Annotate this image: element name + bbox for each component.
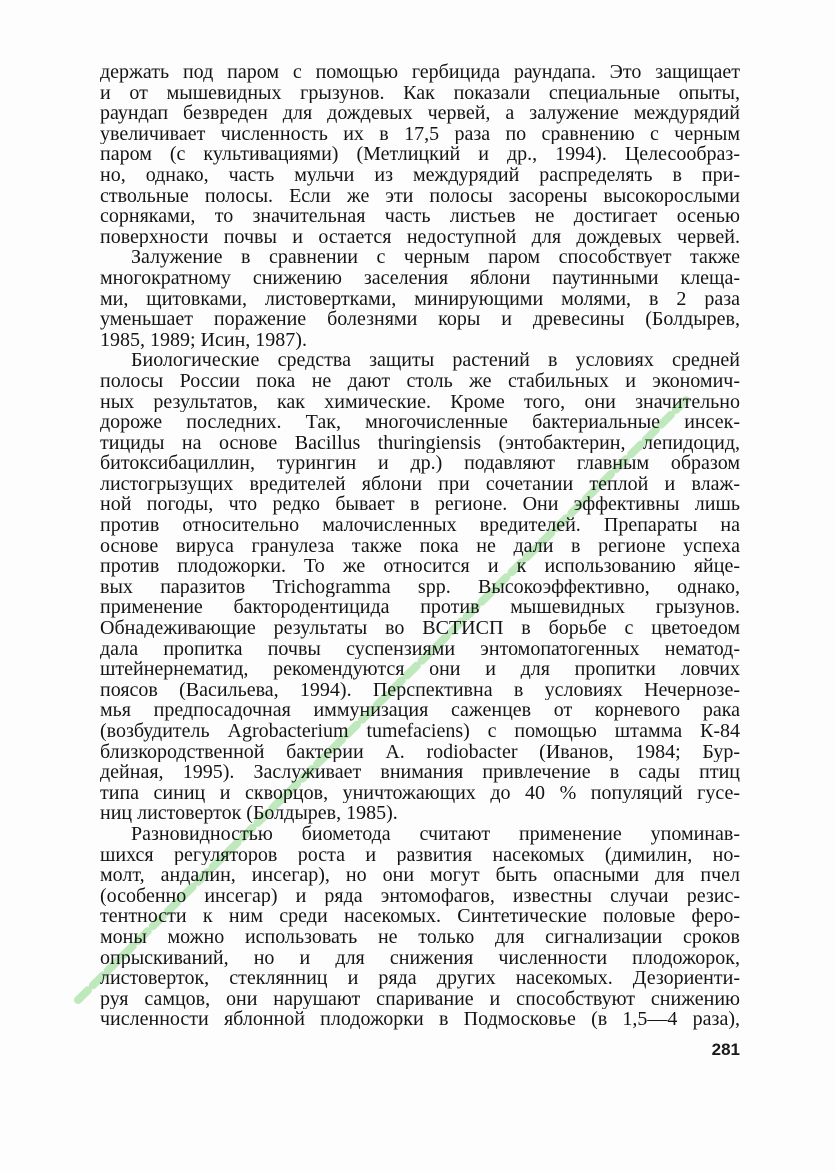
text-line: близкородственной бактерии A. rodiobacter (Иванов, 1984; Бур- — [100, 741, 740, 763]
paragraph — [100, 350, 740, 824]
text-line: ми, щитовками, листовертками, минирующими молями, в 2 раза — [100, 288, 740, 310]
text-line: паром (с культивациями) (Метлицкий и др., 1994). Целесообраз- — [100, 144, 740, 165]
text-line: раундап безвреден для дождевых червей, а залужение междурядий — [100, 103, 740, 124]
text-line: вых паразитов Trichogramma spp. Высокоэффективно, однако, — [100, 576, 740, 598]
text-line: 1985, 1989; Исин, 1987). — [100, 329, 307, 351]
text-line: мья предпосадочная иммунизация саженцев от корневого рака — [100, 700, 740, 721]
text-line: многократному снижению заселения яблони паутинными клеща- — [100, 267, 740, 289]
paragraph — [100, 247, 740, 350]
text-line: держать под паром с помощью гербицида раундапа. Это защищает — [100, 62, 740, 83]
paragraph — [100, 62, 740, 247]
text-line: (возбудитель Agrobacterium tumefaciens) с помощью штамма К-84 — [100, 721, 740, 742]
text-line: поясов (Васильева, 1994). Перспективна в условиях Нечернозе- — [100, 679, 740, 701]
text-line: сорняками, то значительная часть листьев не достигает осенью — [100, 206, 740, 227]
text-line: тентности к ним среди насекомых. Синтетические половые феро- — [100, 906, 740, 927]
text-line: молт, андалин, инсегар), но они могут быть опасными для пчел — [100, 865, 740, 886]
text-line: битоксибациллин, турингин и др.) подавляют главным образом — [100, 453, 740, 474]
page-number: 281 — [711, 1040, 740, 1059]
text-line: руя самцов, они нарушают спаривание и способствуют снижению — [100, 988, 740, 1010]
text-line: применение бактородентицида против мышевидных грызунов. — [100, 597, 740, 619]
text-line: полосы России пока не дают столь же стабильных и экономич- — [100, 370, 740, 392]
text-line: но, однако, часть мульчи из междурядий распределять в при- — [100, 164, 740, 186]
text-line: Биологические средства защиты растений в условиях средней — [131, 350, 740, 371]
text-line: против относительно малочисленных вредителей. Препараты на — [100, 515, 740, 536]
text-line: и от мышевидных грызунов. Как показали специальные опыты, — [100, 82, 740, 104]
text-line: дороже последних. Так, многочисленные бактериальные инсек- — [100, 412, 740, 433]
text-line: (особенно инсегар) и ряда энтомофагов, известны случаи резис- — [100, 885, 740, 907]
text-line: ниц листоверток (Болдырев, 1985). — [100, 803, 398, 824]
text-line: штейнернематид, рекомендуются они и для пропитки ловчих — [100, 659, 740, 680]
text-line: основе вируса гранулеза также пока не дали в регионе успеха — [100, 535, 740, 557]
text-line: моны можно использовать не только для сигнализации сроков — [100, 926, 740, 948]
text-line: поверхности почвы и остается недоступной для дождевых червей. — [100, 226, 740, 248]
text-line: листогрызущих вредителей яблони при сочетании теплой и влаж- — [100, 473, 740, 495]
text-line: дала пропитка почвы суспензиями энтомопатогенных нематод- — [100, 638, 740, 660]
paragraph — [100, 824, 740, 1030]
text-line: опрыскиваний, но и для снижения численности плодожорок, — [100, 947, 740, 969]
text-line: ных результатов, как химические. Кроме того, они значительно — [100, 391, 740, 413]
text-line: листоверток, стеклянниц и ряда других насекомых. Дезориенти- — [100, 968, 740, 989]
text-line: Обнадеживающие результаты во ВСТИСП в борьбе с цветоедом — [100, 618, 740, 639]
text-line: тициды на основе Bacillus thuringiensis (энтобактерин, лепидоцид, — [100, 432, 740, 454]
text-line: против плодожорки. То же относится и к использованию яйце- — [100, 556, 740, 577]
text-line: Разновидностью биометода считают применение упоминав- — [131, 823, 740, 845]
text-line: ствольные полосы. Если же эти полосы засорены высокорослыми — [100, 185, 740, 207]
text-line: увеличивает численность их в 17,5 раза по сравнению с черным — [100, 123, 740, 145]
text-line: ной погоды, что редко бывает в регионе. Они эффективны лишь — [100, 494, 740, 516]
text-line: Залужение в сравнении с черным паром способствует также — [131, 247, 740, 268]
text-line: уменьшает поражение болезнями коры и древесины (Болдырев, — [100, 309, 740, 330]
text-line: дейная, 1995). Заслуживает внимания привлечение в сады птиц — [100, 762, 740, 783]
body-text — [100, 62, 740, 1030]
text-line: шихся регуляторов роста и развития насекомых (димилин, но- — [100, 844, 740, 866]
text-line: типа синиц и скворцов, уничтожающих до 40 % популяций гусе- — [100, 782, 740, 804]
text-line: численности яблонной плодожорки в Подмосковье (в 1,5—4 раза), — [100, 1009, 740, 1030]
